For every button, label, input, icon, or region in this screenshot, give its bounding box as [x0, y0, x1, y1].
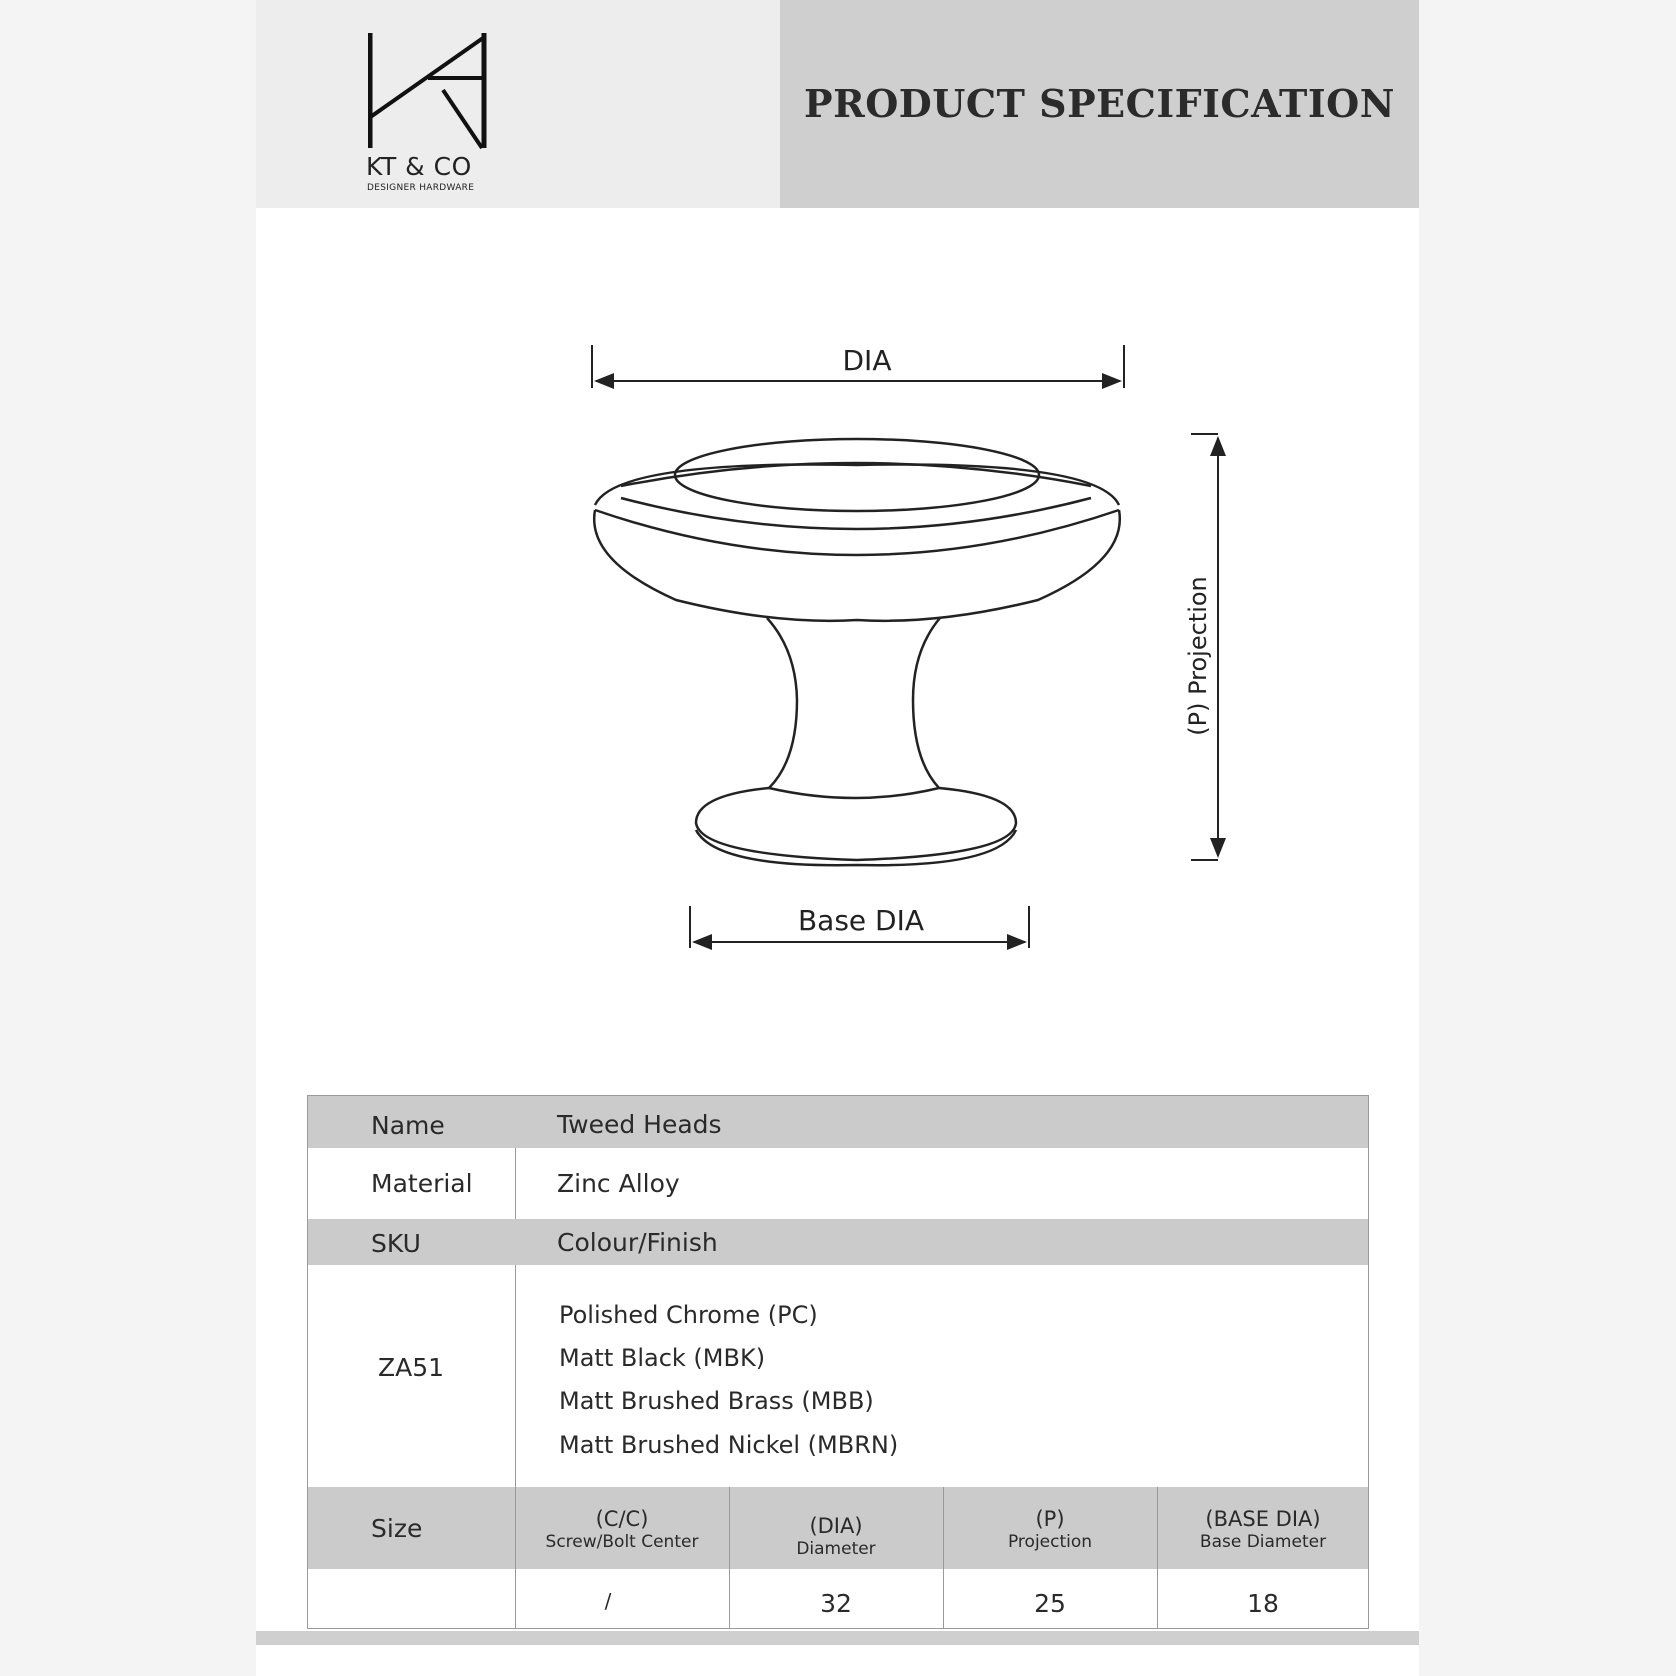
size-value: /	[604, 1589, 612, 1613]
size-col-full: Projection	[1007, 1532, 1093, 1552]
table-row-sku-header	[308, 1219, 1368, 1265]
knob-outline	[594, 439, 1120, 865]
size-col-full: Base Diameter	[1199, 1532, 1327, 1552]
size-value: 25	[1034, 1589, 1066, 1618]
footer-bar	[256, 1631, 1419, 1645]
table-row-name	[308, 1096, 1368, 1148]
finish-label: Colour/Finish	[557, 1228, 718, 1257]
size-col-abbr: (P)	[1035, 1507, 1065, 1531]
table-row-material	[308, 1148, 1368, 1214]
base-dia-label: Base DIA	[797, 904, 925, 937]
brand-tagline: DESIGNER HARDWARE	[367, 183, 475, 193]
size-col-abbr: (C/C)	[595, 1507, 649, 1531]
spec-sheet	[256, 0, 1419, 1676]
spec-table	[307, 1095, 1369, 1629]
sku-value: ZA51	[378, 1353, 445, 1382]
size-col-full: Diameter	[796, 1539, 876, 1559]
finish-item: Matt Black (MBK)	[559, 1344, 766, 1372]
size-value: 32	[820, 1589, 852, 1618]
size-col-abbr: (BASE DIA)	[1205, 1507, 1321, 1531]
size-label: Size	[371, 1514, 423, 1543]
sku-label: SKU	[371, 1229, 421, 1258]
material-value: Zinc Alloy	[557, 1169, 680, 1198]
dia-label: DIA	[842, 344, 892, 377]
size-col-p	[943, 1487, 1157, 1569]
knob-diagram	[256, 0, 1419, 1000]
table-row-sku	[308, 1265, 1368, 1485]
size-col-abbr: (DIA)	[809, 1514, 863, 1538]
brand-name: KT & CO	[366, 152, 472, 181]
size-col-dia	[729, 1487, 943, 1569]
name-label: Name	[371, 1111, 445, 1140]
name-value: Tweed Heads	[557, 1110, 722, 1139]
size-col-cc	[515, 1487, 729, 1569]
projection-label: (P) Projection	[1184, 576, 1212, 736]
size-col-base-dia	[1157, 1487, 1369, 1569]
size-col-full: Screw/Bolt Center	[545, 1532, 699, 1552]
finish-item: Matt Brushed Nickel (MBRN)	[559, 1431, 899, 1459]
finish-item: Polished Chrome (PC)	[559, 1301, 818, 1329]
finish-item: Matt Brushed Brass (MBB)	[559, 1387, 874, 1415]
table-row-size-header	[308, 1487, 1368, 1569]
size-value: 18	[1247, 1589, 1279, 1618]
material-label: Material	[371, 1169, 473, 1198]
page-title: PRODUCT SPECIFICATION	[804, 80, 1395, 126]
table-row-size-values	[308, 1569, 1368, 1629]
